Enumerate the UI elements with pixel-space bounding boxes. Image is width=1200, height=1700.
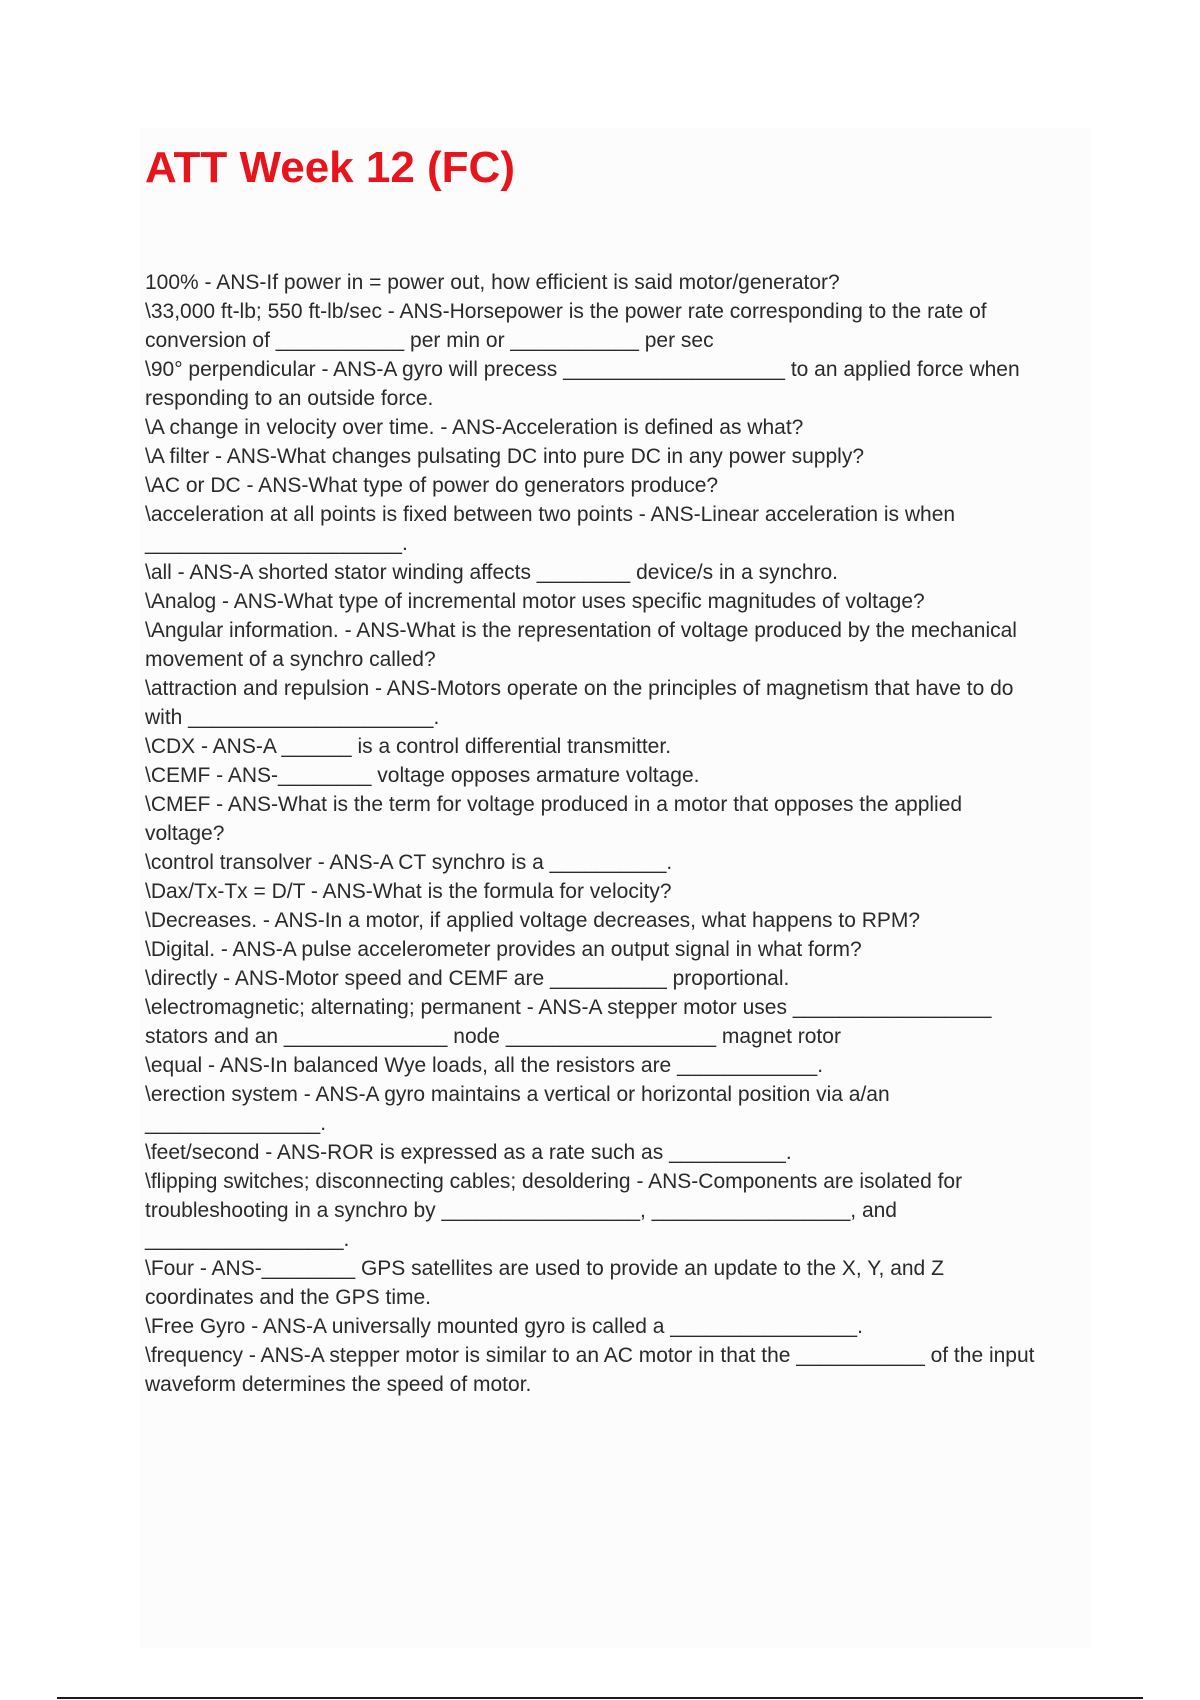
text-line: 100% - ANS-If power in = power out, how efficient is said motor/generator?	[145, 271, 840, 294]
text-line: \attraction and repulsion - ANS-Motors operate on the principles of magnetism that have to do	[145, 677, 1014, 700]
text-line: troubleshooting in a synchro by _________________, _________________, and	[145, 1199, 897, 1222]
text-line: _________________.	[145, 1228, 350, 1251]
text-line: ______________________.	[145, 532, 408, 555]
text-line: \feet/second - ANS-ROR is expressed as a rate such as __________.	[145, 1141, 792, 1164]
text-line: \A filter - ANS-What changes pulsating DC into pure DC in any power supply?	[145, 445, 865, 468]
text-line: \Four - ANS-________ GPS satellites are used to provide an update to the X, Y, and Z	[145, 1257, 944, 1280]
text-line: \all - ANS-A shorted stator winding affects ________ device/s in a synchro.	[145, 561, 838, 584]
text-line: with _____________________.	[145, 706, 440, 729]
footer-rule	[57, 1697, 1143, 1699]
text-line: _______________.	[145, 1112, 327, 1135]
text-line: \Analog - ANS-What type of incremental motor uses specific magnitudes of voltage?	[145, 590, 925, 613]
text-line: \directly - ANS-Motor speed and CEMF are __________ proportional.	[145, 967, 790, 990]
text-line: waveform determines the speed of motor.	[145, 1373, 532, 1396]
text-line: \90° perpendicular - ANS-A gyro will precess ___________________ to an applied force when	[145, 358, 1020, 381]
text-line: \erection system - ANS-A gyro maintains a vertical or horizontal position via a/an	[145, 1083, 890, 1106]
text-line: \Free Gyro - ANS-A universally mounted gyro is called a ________________.	[145, 1315, 863, 1338]
text-line: \flipping switches; disconnecting cables; desoldering - ANS-Components are isolated for	[145, 1170, 963, 1193]
text-line: \Dax/Tx-Tx = D/T - ANS-What is the formula for velocity?	[145, 880, 672, 903]
text-line: movement of a synchro called?	[145, 648, 436, 671]
text-line: coordinates and the GPS time.	[145, 1286, 431, 1309]
text-line: \Angular information. - ANS-What is the representation of voltage produced by the mechanical	[145, 619, 1017, 642]
text-line: \Digital. - ANS-A pulse accelerometer provides an output signal in what form?	[145, 938, 862, 961]
document-title: ATT Week 12 (FC)	[145, 143, 515, 192]
text-line: \CMEF - ANS-What is the term for voltage produced in a motor that opposes the applied	[145, 793, 963, 816]
text-line: \electromagnetic; alternating; permanent - ANS-A stepper motor uses _________________	[145, 996, 992, 1019]
text-line: \CEMF - ANS-________ voltage opposes armature voltage.	[145, 764, 700, 787]
text-line: \control transolver - ANS-A CT synchro is a __________.	[145, 851, 673, 874]
text-line: \33,000 ft-lb; 550 ft-lb/sec - ANS-Horsepower is the power rate corresponding to the rate of	[145, 300, 987, 323]
text-line: \frequency - ANS-A stepper motor is similar to an AC motor in that the ___________ of the input	[145, 1344, 1035, 1367]
text-line: \CDX - ANS-A ______ is a control differential transmitter.	[145, 735, 672, 758]
text-line: \A change in velocity over time. - ANS-Acceleration is defined as what?	[145, 416, 804, 439]
text-line: conversion of ___________ per min or ___________ per sec	[145, 329, 714, 352]
document-body	[145, 268, 1105, 1399]
text-line: stators and an ______________ node __________________ magnet rotor	[145, 1025, 841, 1048]
text-line: \acceleration at all points is fixed between two points - ANS-Linear acceleration is when	[145, 503, 956, 526]
text-line: voltage?	[145, 822, 225, 845]
text-line: \AC or DC - ANS-What type of power do generators produce?	[145, 474, 719, 497]
text-line: \equal - ANS-In balanced Wye loads, all the resistors are ____________.	[145, 1054, 824, 1077]
text-line: \Decreases. - ANS-In a motor, if applied voltage decreases, what happens to RPM?	[145, 909, 921, 932]
text-line: responding to an outside force.	[145, 387, 434, 410]
